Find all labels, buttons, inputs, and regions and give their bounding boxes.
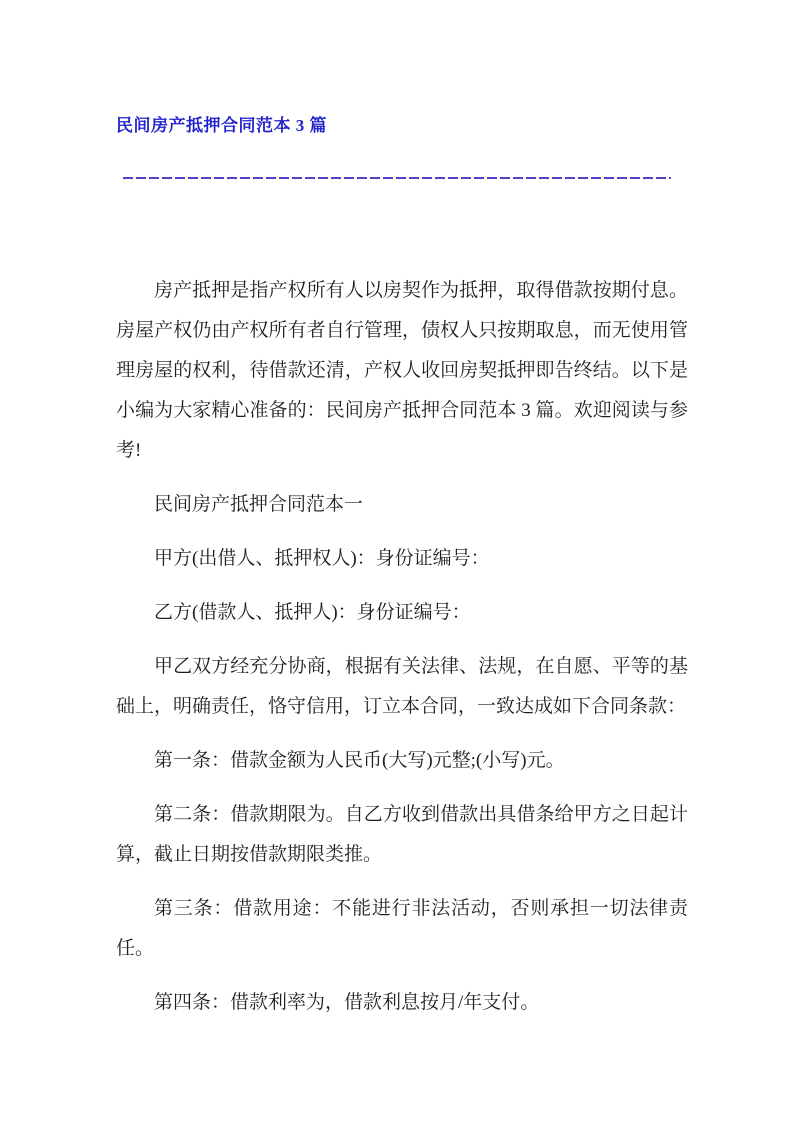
document-title: 民间房产抵押合同范本 3 篇 — [116, 116, 327, 135]
clause-2: 第二条：借款期限为。自乙方收到借款出具借条给甲方之日起计算，截止日期按借款期限类推。 — [116, 804, 688, 865]
clause-4: 第四条：借款利率为，借款利息按月/年支付。 — [154, 992, 540, 1013]
party-a-line: 甲方(出借人、抵押权人)：身份证编号： — [154, 548, 490, 569]
party-b-line: 乙方(借款人、抵押人)：身份证编号： — [154, 602, 471, 623]
clause-3: 第三条：借款用途：不能进行非法活动，否则承担一切法律责任。 — [116, 898, 688, 959]
preamble-paragraph: 甲乙双方经充分协商，根据有关法律、法规，在自愿、平等的基础上，明确责任，恪守信用，订立本合同，一致达成如下合同条款： — [116, 656, 688, 717]
sample-one-heading: 民间房产抵押合同范本一 — [154, 494, 364, 515]
clause-1: 第一条：借款金额为人民币(大写)元整;(小写)元。 — [154, 750, 565, 771]
intro-paragraph: 房产抵押是指产权所有人以房契作为抵押，取得借款按期付息。房屋产权仍由产权所有者自行管理，债权人只按期取息，而无使用管理房屋的权利，待借款还清，产权人收回房契抵押即告终结。以下是小编为大家精心准备的：民间房产抵押合同范本 3 篇。欢迎阅读与参考! — [116, 280, 688, 461]
title-divider-dashed-line — [123, 177, 671, 179]
